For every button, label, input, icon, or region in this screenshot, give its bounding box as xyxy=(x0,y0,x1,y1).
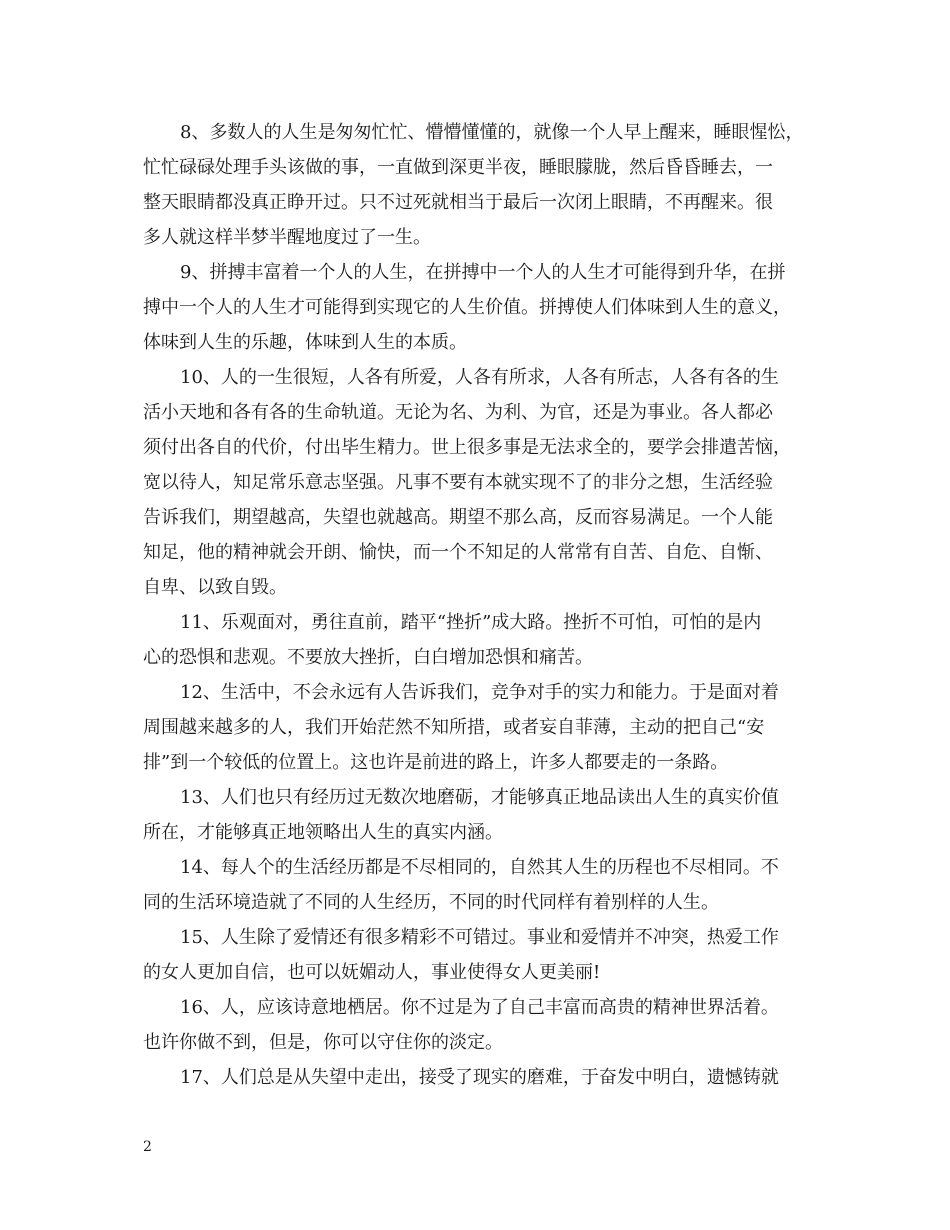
text-line: 心的恐惧和悲观。不要放大挫折，白白增加恐惧和痛苦。 xyxy=(143,647,593,668)
page-number: 2 xyxy=(143,1139,152,1155)
text-line: 9、拼搏丰富着一个人的人生，在拼搏中一个人的人生才可能得到升华，在拼 xyxy=(180,262,786,283)
text-line: 搏中一个人的人生才可能得到实现它的人生价值。拼搏使人们体味到人生的意义， xyxy=(143,297,791,318)
text-line: 16、人，应该诗意地栖居。你不过是为了自己丰富而高贵的精神世界活着。 xyxy=(180,997,779,1018)
text-line: 告诉我们，期望越高，失望也就越高。期望不那么高，反而容易满足。一个人能 xyxy=(143,507,773,528)
text-line: 同的生活环境造就了不同的人生经历，不同的时代同样有着别样的人生。 xyxy=(143,892,719,913)
text-line: 所在，才能够真正地领略出人生的真实内涵。 xyxy=(143,822,503,843)
paragraph-16 xyxy=(143,990,819,1060)
text-line: 12、生活中，不会永远有人告诉我们，竞争对手的实力和能力。于是面对着 xyxy=(180,682,779,703)
paragraph-11 xyxy=(143,605,819,675)
paragraph-17 xyxy=(143,1060,819,1095)
text-line: 体味到人生的乐趣，体味到人生的本质。 xyxy=(143,332,467,353)
paragraph-8 xyxy=(143,115,819,255)
paragraph-14 xyxy=(143,850,819,920)
document-body xyxy=(143,115,819,1095)
paragraph-12 xyxy=(143,675,819,780)
text-line: 15、人生除了爱情还有很多精彩不可错过。事业和爱情并不冲突，热爱工作 xyxy=(180,927,779,948)
paragraph-10 xyxy=(143,360,819,605)
paragraph-9 xyxy=(143,255,819,360)
text-line: 自卑、以致自毁。 xyxy=(143,577,287,598)
text-line: 忙忙碌碌处理手头该做的事，一直做到深更半夜，睡眼朦胧，然后昏昏睡去，一 xyxy=(143,157,773,178)
text-line: 宽以待人，知足常乐意志坚强。凡事不要有本就实现不了的非分之想，生活经验 xyxy=(143,472,773,493)
text-line: 17、人们总是从失望中走出，接受了现实的磨难，于奋发中明白，遗憾铸就 xyxy=(180,1067,779,1088)
text-line: 也许你做不到，但是，你可以守住你的淡定。 xyxy=(143,1032,503,1053)
text-line: 的女人更加自信，也可以妩媚动人，事业使得女人更美丽! xyxy=(143,962,601,983)
text-line: 11、乐观面对，勇往直前，踏平“挫折”成大路。挫折不可怕，可怕的是内 xyxy=(180,612,762,633)
text-line: 活小天地和各有各的生命轨道。无论为名、为利、为官，还是为事业。各人都必 xyxy=(143,402,773,423)
text-line: 13、人们也只有经历过无数次地磨砺，才能够真正地品读出人生的真实价值 xyxy=(180,787,779,808)
text-line: 多人就这样半梦半醒地度过了一生。 xyxy=(143,227,431,248)
text-line: 知足，他的精神就会开朗、愉快，而一个不知足的人常常有自苦、自危、自惭、 xyxy=(143,542,773,563)
text-line: 10、人的一生很短，人各有所爱，人各有所求，人各有所志，人各有各的生 xyxy=(180,367,779,388)
text-line: 整天眼睛都没真正睁开过。只不过死就相当于最后一次闭上眼睛，不再醒来。很 xyxy=(143,192,773,213)
text-line: 8、多数人的人生是匆匆忙忙、懵懵懂懂的，就像一个人早上醒来，睡眼惺忪， xyxy=(180,122,804,143)
text-line: 14、每人个的生活经历都是不尽相同的，自然其人生的历程也不尽相同。不 xyxy=(180,857,779,878)
text-line: 须付出各自的代价，付出毕生精力。世上很多事是无法求全的，要学会排遣苦恼， xyxy=(143,437,791,458)
paragraph-15 xyxy=(143,920,819,990)
paragraph-13 xyxy=(143,780,819,850)
text-line: 周围越来越多的人，我们开始茫然不知所措，或者妄自菲薄，主动的把自己“安 xyxy=(143,717,765,738)
text-line: 排”到一个较低的位置上。这也许是前进的路上，许多人都要走的一条路。 xyxy=(143,752,729,773)
